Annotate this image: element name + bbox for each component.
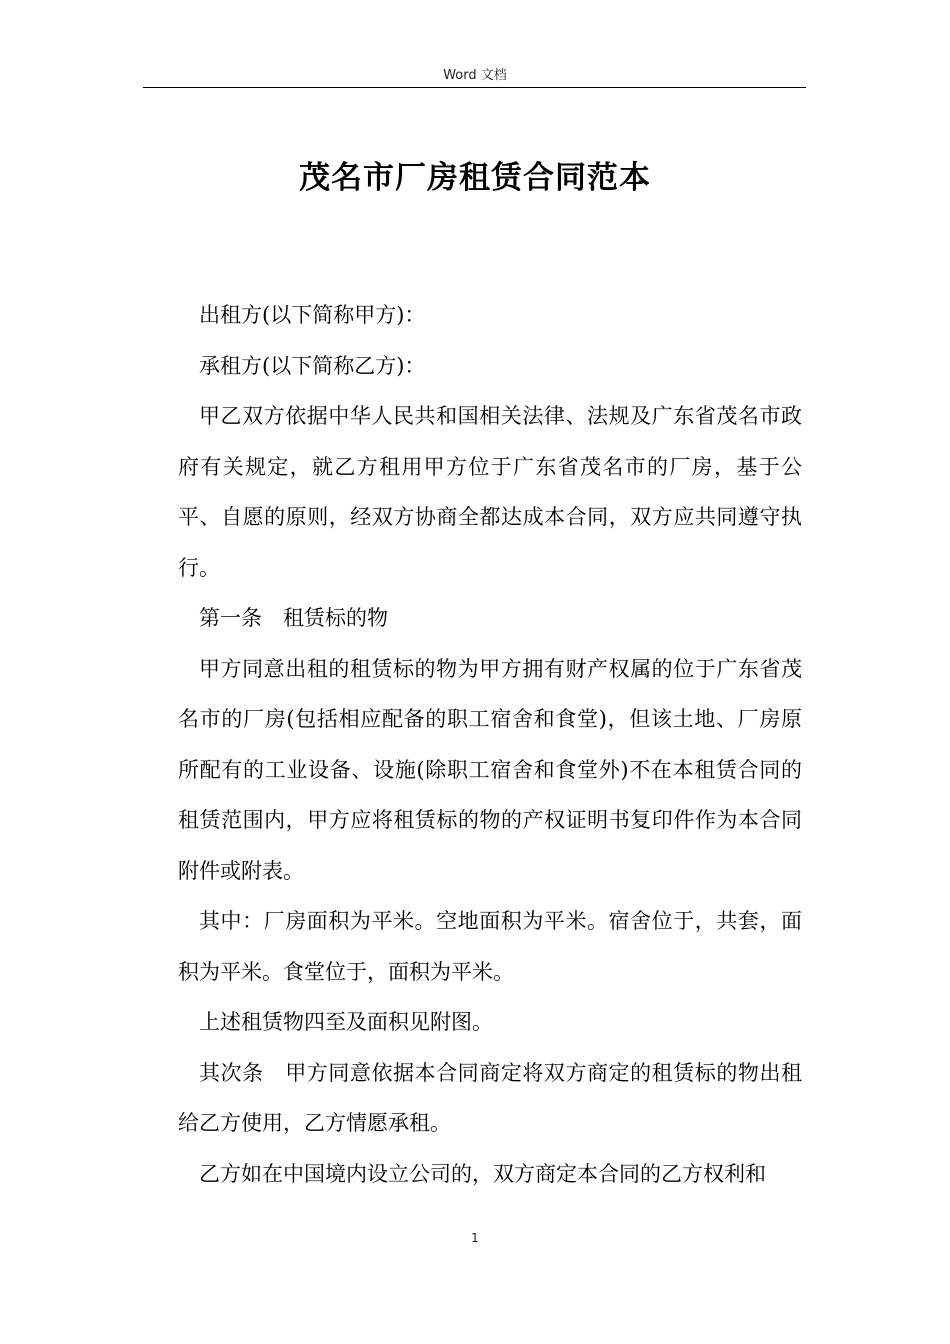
paragraph-preamble: 甲乙双方依据中华人民共和国相关法律、法规及广东省茂名市政府有关规定，就乙方租用甲方位于广东省茂名市的厂房，基于公平、自愿的原则，经双方协商全都达成本合同，双方应共同遵守执行。 (178, 404, 802, 580)
document-body (178, 290, 802, 1199)
document-title: 茂名市厂房租赁合同范本 (299, 160, 651, 196)
paragraph-areas: 其中：厂房面积为平米。空地面积为平米。宿舍位于，共套，面积为平米。食堂位于，面积为平米。 (178, 909, 802, 984)
header-divider (143, 87, 806, 88)
page-number: 1 (471, 1231, 479, 1245)
paragraph-leased-property: 甲方同意出租的租赁标的物为甲方拥有财产权属的位于广东省茂名市的厂房(包括相应配备的职工宿舍和食堂)，但该土地、厂房原所配有的工业设备、设施(除职工宿舍和食堂外)不在本租赁合同的租赁范围内，甲方应将租赁标的物的产权证明书复印件作为本合同附件或附表。 (178, 656, 802, 883)
paragraph-lessee: 承租方(以下简称乙方)： (199, 353, 426, 378)
paragraph-boundaries: 上述租赁物四至及面积见附图。 (199, 1010, 493, 1034)
paragraph-lessor: 出租方(以下简称甲方)： (199, 303, 426, 327)
paragraph-company-setup: 乙方如在中国境内设立公司的，双方商定本合同的乙方权利和 (199, 1161, 766, 1186)
header-label: Word 文档 (443, 68, 507, 83)
article-1-heading: 第一条 租赁标的物 (199, 606, 388, 630)
article-2-paragraph: 其次条 甲方同意依据本合同商定将双方商定的租赁标的物出租给乙方使用，乙方情愿承租。 (178, 1060, 802, 1135)
